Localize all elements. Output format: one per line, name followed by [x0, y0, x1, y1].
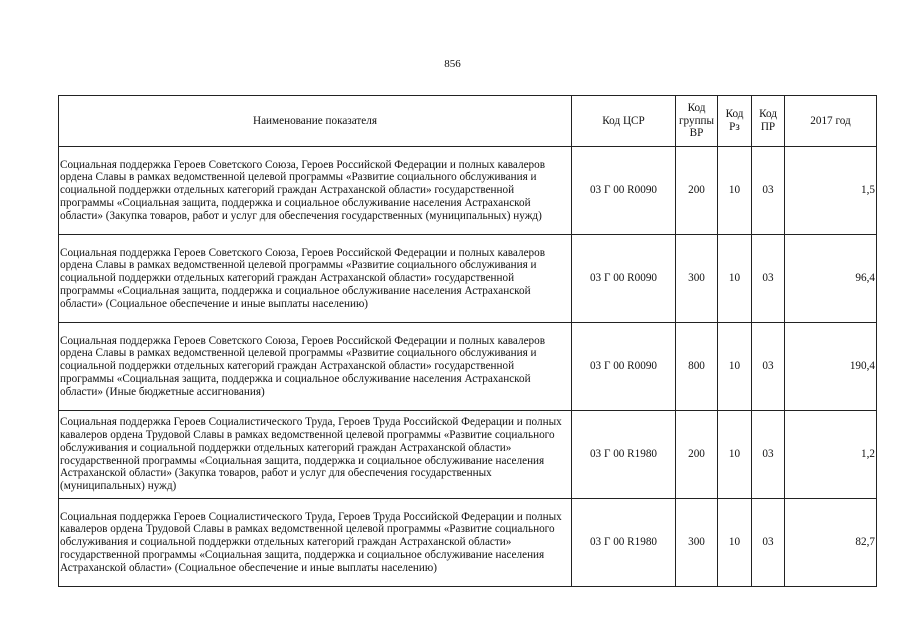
row-rz-code: 10	[718, 235, 752, 323]
header-year: 2017 год	[785, 96, 877, 147]
row-vr-code: 200	[676, 411, 718, 499]
row-pr-code: 03	[752, 499, 785, 587]
row-amount: 96,4	[785, 235, 877, 323]
row-rz-code: 10	[718, 411, 752, 499]
row-csr-code: 03 Г 00 R0090	[572, 323, 676, 411]
row-name: Социальная поддержка Героев Советского Союза, Героев Российской Федерации и полных кавалеров ордена Славы в рамках ведомственной целевой программы «Развитие социального обслуживания и социальной поддержки отдельных категорий граждан Астраханской области» государственной программы «Социальная защита, поддержка и социальное обслуживание населения Астраханской области» (Иные бюджетные ассигнования)	[59, 323, 572, 411]
row-amount: 190,4	[785, 323, 877, 411]
row-csr-code: 03 Г 00 R0090	[572, 235, 676, 323]
row-pr-code: 03	[752, 323, 785, 411]
row-vr-code: 800	[676, 323, 718, 411]
row-pr-code: 03	[752, 147, 785, 235]
row-amount: 1,5	[785, 147, 877, 235]
row-amount: 1,2	[785, 411, 877, 499]
row-amount: 82,7	[785, 499, 877, 587]
header-csr-code: Код ЦСР	[572, 96, 676, 147]
row-rz-code: 10	[718, 499, 752, 587]
page-number: 856	[444, 58, 461, 70]
header-vr-code: Код группы ВР	[676, 96, 718, 147]
row-csr-code: 03 Г 00 R1980	[572, 499, 676, 587]
row-rz-code: 10	[718, 147, 752, 235]
row-vr-code: 300	[676, 499, 718, 587]
table-row	[59, 499, 877, 587]
row-name: Социальная поддержка Героев Социалистического Труда, Героев Труда Российской Федерации и полных кавалеров ордена Трудовой Славы в рамках ведомственной целевой программы «Развитие социального обслуживания и социальной поддержки отдельных категорий граждан Астраханской области» государственной программы «Социальная защита, поддержка и социальное обслуживание населения Астраханской области» (Социальное обеспечение и иные выплаты населению)	[59, 499, 572, 587]
budget-table	[58, 95, 877, 587]
row-vr-code: 200	[676, 147, 718, 235]
table-row	[59, 323, 877, 411]
row-pr-code: 03	[752, 235, 785, 323]
row-vr-code: 300	[676, 235, 718, 323]
table-row	[59, 235, 877, 323]
row-pr-code: 03	[752, 411, 785, 499]
row-name: Социальная поддержка Героев Советского Союза, Героев Российской Федерации и полных кавалеров ордена Славы в рамках ведомственной целевой программы «Развитие социального обслуживания и социальной поддержки отдельных категорий граждан Астраханской области» государственной программы «Социальная защита, поддержка и социальное обслуживание населения Астраханской области» (Закупка товаров, работ и услуг для обеспечения государственных (муниципальных) нужд)	[59, 147, 572, 235]
header-pr-code: Код ПР	[752, 96, 785, 147]
header-name: Наименование показателя	[59, 96, 572, 147]
row-name: Социальная поддержка Героев Социалистического Труда, Героев Труда Российской Федерации и полных кавалеров ордена Трудовой Славы в рамках ведомственной целевой программы «Развитие социального обслуживания и социальной поддержки отдельных категорий граждан Астраханской области» государственной программы «Социальная защита, поддержка и социальное обслуживание населения Астраханской области» (Закупка товаров, работ и услуг для обеспечения государственных (муниципальных) нужд)	[59, 411, 572, 499]
row-csr-code: 03 Г 00 R0090	[572, 147, 676, 235]
table-header-row	[59, 96, 877, 147]
row-csr-code: 03 Г 00 R1980	[572, 411, 676, 499]
table-row	[59, 147, 877, 235]
row-name: Социальная поддержка Героев Советского Союза, Героев Российской Федерации и полных кавалеров ордена Славы в рамках ведомственной целевой программы «Развитие социального обслуживания и социальной поддержки отдельных категорий граждан Астраханской области» государственной программы «Социальная защита, поддержка и социальное обслуживание населения Астраханской области» (Социальное обеспечение и иные выплаты населению)	[59, 235, 572, 323]
row-rz-code: 10	[718, 323, 752, 411]
header-rz-code: Код Рз	[718, 96, 752, 147]
table-row	[59, 411, 877, 499]
